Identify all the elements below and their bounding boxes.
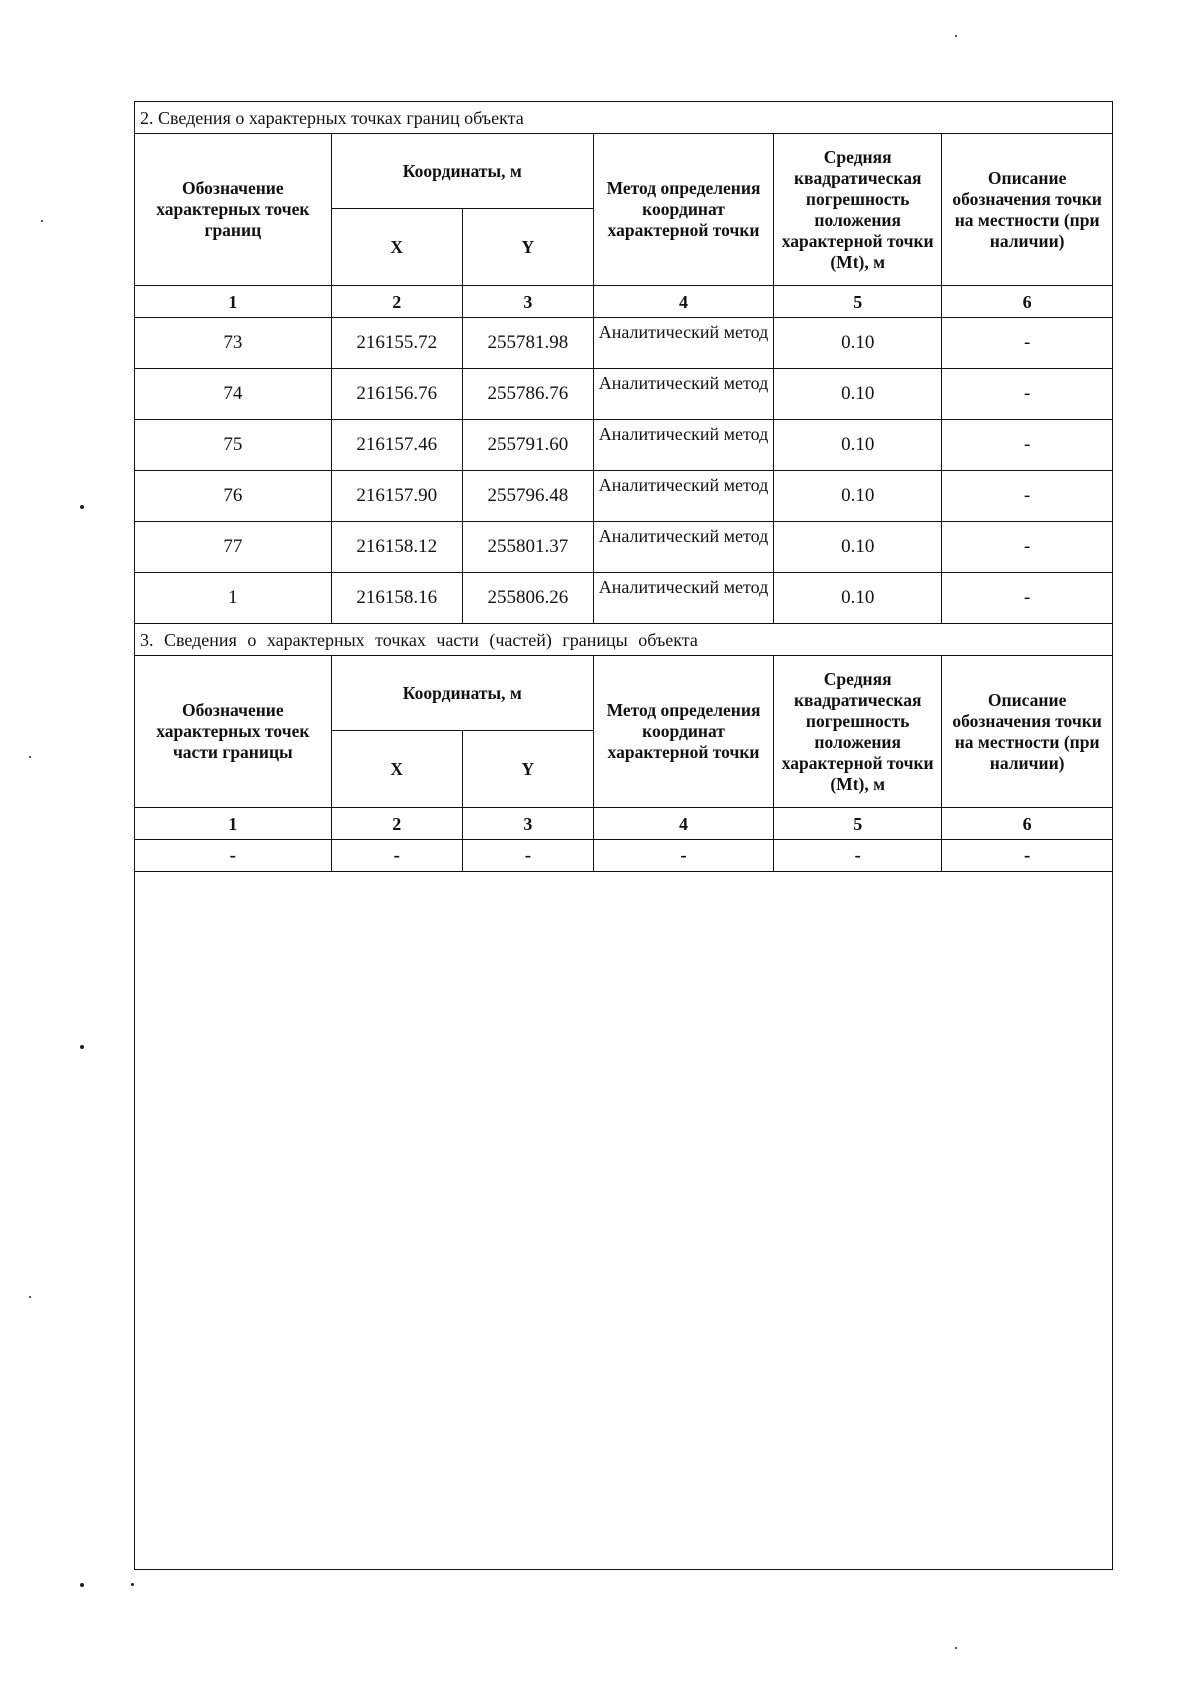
col-number: 2 [331,808,462,840]
col-number: 5 [774,808,942,840]
mean-error: 0.10 [774,420,942,471]
table-row [135,522,1112,573]
coord-y: 255786.76 [462,369,593,420]
scan-speck [80,1583,84,1587]
scan-speck [41,220,43,222]
col-number: 4 [593,286,773,318]
section-3-title: 3. Сведения о характерных точках части (частей) границы объекта [135,624,1112,656]
coord-y: 255796.48 [462,471,593,522]
header-coordinates: Координаты, м [331,656,593,731]
header-coordinates: Координаты, м [331,134,593,209]
method: Аналитический метод [593,369,773,420]
mean-error: 0.10 [774,318,942,369]
section-2-title: 2. Сведения о характерных точках границ объекта [135,102,1112,134]
method: Аналитический метод [593,471,773,522]
scan-speck [955,35,957,37]
table-row [135,420,1112,471]
coord-x: 216156.76 [331,369,462,420]
scan-speck [80,1045,84,1049]
method: Аналитический метод [593,573,773,624]
document-frame [134,101,1113,1570]
scan-speck [29,756,31,758]
point-id: 75 [135,420,331,471]
description: - [942,420,1112,471]
description: - [942,369,1112,420]
coord-x: 216158.16 [331,573,462,624]
mean-error: 0.10 [774,573,942,624]
header-description: Описание обозначения точки на местности (при наличии) [942,656,1112,808]
coord-y: 255781.98 [462,318,593,369]
mean-error: 0.10 [774,369,942,420]
point-id: 74 [135,369,331,420]
coord-y: 255801.37 [462,522,593,573]
point-id: 77 [135,522,331,573]
col-number: 1 [135,808,331,840]
method: Аналитический метод [593,318,773,369]
col-number: 4 [593,808,773,840]
header-description: Описание обозначения точки на местности (при наличии) [942,134,1112,286]
mean-error: 0.10 [774,522,942,573]
point-id: 76 [135,471,331,522]
header-method: Метод определения координат характерной точки [593,656,773,808]
col-number: 6 [942,808,1112,840]
mean-error: - [774,840,942,872]
coord-y: 255806.26 [462,573,593,624]
coord-y: - [462,840,593,872]
scan-speck [955,1647,957,1649]
table-row [135,840,1112,872]
scan-speck [29,1296,31,1298]
table-row [135,573,1112,624]
point-id: 1 [135,573,331,624]
table-row [135,471,1112,522]
description: - [942,522,1112,573]
method: - [593,840,773,872]
header-designation: Обозначение характерных точек части границы [135,656,331,808]
coord-x: - [331,840,462,872]
points-table [135,102,1112,872]
header-mean-error: Средняя квадратическая погрешность положения характерной точки (Mt), м [774,656,942,808]
description: - [942,471,1112,522]
description: - [942,573,1112,624]
col-number: 5 [774,286,942,318]
header-x: X [331,209,462,286]
header-x: X [331,731,462,808]
method: Аналитический метод [593,522,773,573]
coord-y: 255791.60 [462,420,593,471]
col-number: 3 [462,286,593,318]
method: Аналитический метод [593,420,773,471]
col-number: 1 [135,286,331,318]
header-y: Y [462,209,593,286]
mean-error: 0.10 [774,471,942,522]
header-y: Y [462,731,593,808]
scan-speck [131,1583,134,1586]
col-number: 3 [462,808,593,840]
col-number: 2 [331,286,462,318]
coord-x: 216157.90 [331,471,462,522]
description: - [942,840,1112,872]
table-row [135,369,1112,420]
header-method: Метод определения координат характерной точки [593,134,773,286]
description: - [942,318,1112,369]
table-row [135,318,1112,369]
point-id: - [135,840,331,872]
col-number: 6 [942,286,1112,318]
coord-x: 216157.46 [331,420,462,471]
header-designation: Обозначение характерных точек границ [135,134,331,286]
scan-speck [80,505,84,509]
coord-x: 216158.12 [331,522,462,573]
coord-x: 216155.72 [331,318,462,369]
point-id: 73 [135,318,331,369]
header-mean-error: Средняя квадратическая погрешность положения характерной точки (Mt), м [774,134,942,286]
